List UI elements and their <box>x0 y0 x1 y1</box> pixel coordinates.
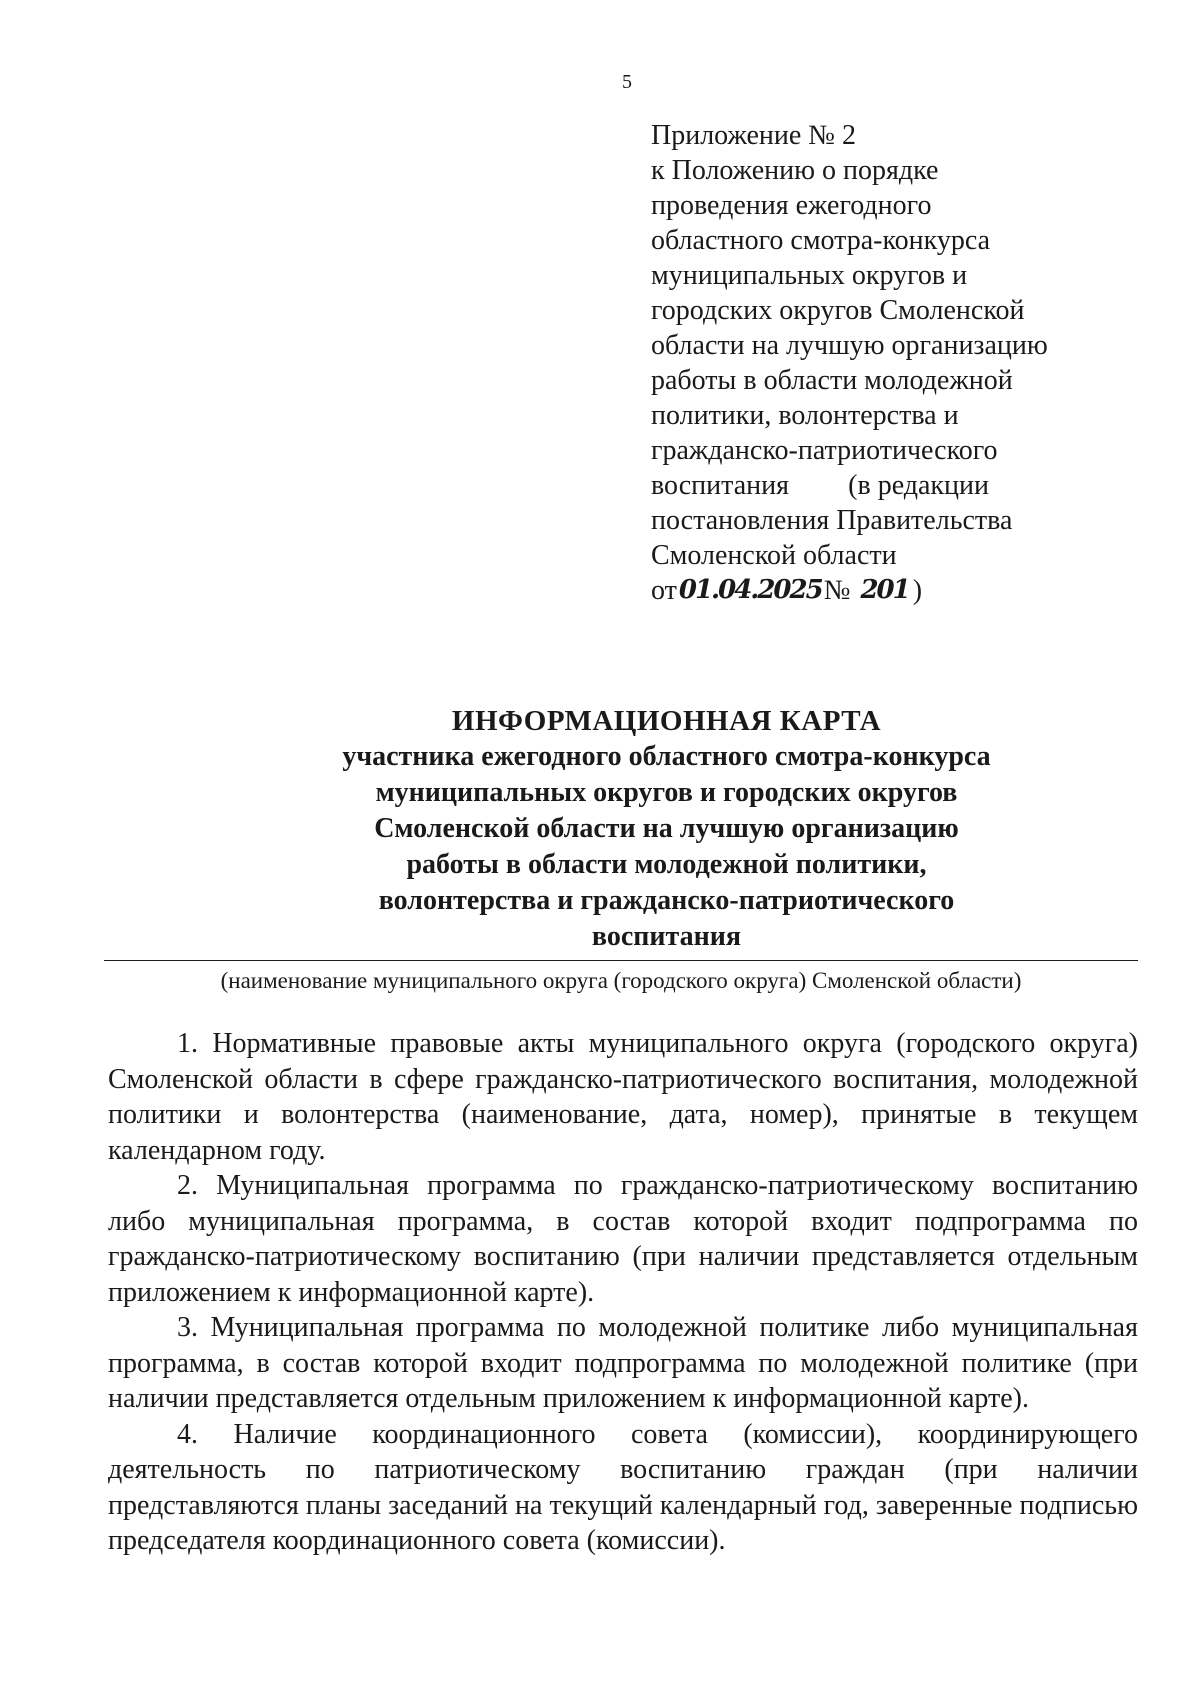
appendix-line: политики, волонтерства и <box>651 400 959 431</box>
resolution-number: 201 <box>860 575 909 605</box>
appendix-line: городских округов Смоленской <box>651 295 1025 326</box>
appendix-line: постановления Правительства <box>651 505 1013 536</box>
appendix-line: муниципальных округов и <box>651 260 968 291</box>
title-line: работы в области молодежной политики, <box>406 849 927 880</box>
appendix-line: Смоленской области <box>651 540 897 571</box>
appendix-line: работы в области молодежной <box>651 365 1013 396</box>
appendix-line: гражданско-патриотического <box>651 435 998 466</box>
title-line: воспитания <box>591 921 742 952</box>
resolution-prefix: от <box>651 575 677 606</box>
resolution-reference <box>651 573 1071 608</box>
appendix-line: к Положению о порядке <box>651 155 939 186</box>
appendix-spread-left: воспитания <box>651 470 789 501</box>
appendix-line: Приложение № 2 <box>651 120 856 151</box>
title-line: волонтерства и гражданско-патриотического <box>378 885 955 916</box>
title-line: Смоленской области на лучшую организацию <box>374 813 959 844</box>
document-body <box>108 1026 1138 1559</box>
page-number: 5 <box>622 71 632 93</box>
appendix-line: проведения ежегодного <box>651 190 932 221</box>
paragraph-4: 4. Наличие координационного совета (комиссии), координирующего деятельность по патриотическому воспитанию граждан (при наличии представляются планы заседаний на текущий календарный год, заверенные подписью председателя координационного совета (комиссии). <box>108 1418 1138 1556</box>
appendix-header <box>651 118 1071 608</box>
appendix-line: области на лучшую организацию <box>651 330 1048 361</box>
title-line: муниципальных округов и городских округов <box>375 777 958 808</box>
resolution-no-sign: № <box>823 575 851 606</box>
appendix-line: областного смотра-конкурса <box>651 225 991 256</box>
document-title <box>109 703 1200 955</box>
fill-in-line <box>104 960 1138 961</box>
resolution-date: 01.04.2025 <box>678 575 822 605</box>
paragraph-3: 3. Муниципальная программа по молодежной политике либо муниципальная программа, в состав которой входит подпрограмма по молодежной политике (при наличии представляется отдельным приложением к информационной карте). <box>108 1312 1138 1414</box>
title-main: ИНФОРМАЦИОННАЯ КАРТА <box>451 705 882 737</box>
appendix-spread-right: (в редакции <box>848 470 989 501</box>
paragraph-2: 2. Муниципальная программа по гражданско-патриотическому воспитанию либо муниципальная программа, в состав которой входит подпрограмма по гражданско-патриотическому воспитанию (при наличии представляется отдельным приложением к информационной карте). <box>108 1170 1138 1308</box>
appendix-line-spread <box>651 468 989 503</box>
fill-in-caption: (наименование муниципального округа (городского округа) Смоленской области) <box>220 968 1022 993</box>
resolution-suffix: ) <box>912 575 923 606</box>
paragraph-1: 1. Нормативные правовые акты муниципального округа (городского округа) Смоленской области в сфере гражданско-патриотического воспитания, молодежной политики и волонтерства (наименование, дата, номер), принятые в текущем календарном году. <box>108 1028 1138 1166</box>
title-line: участника ежегодного областного смотра-конкурса <box>342 741 991 772</box>
